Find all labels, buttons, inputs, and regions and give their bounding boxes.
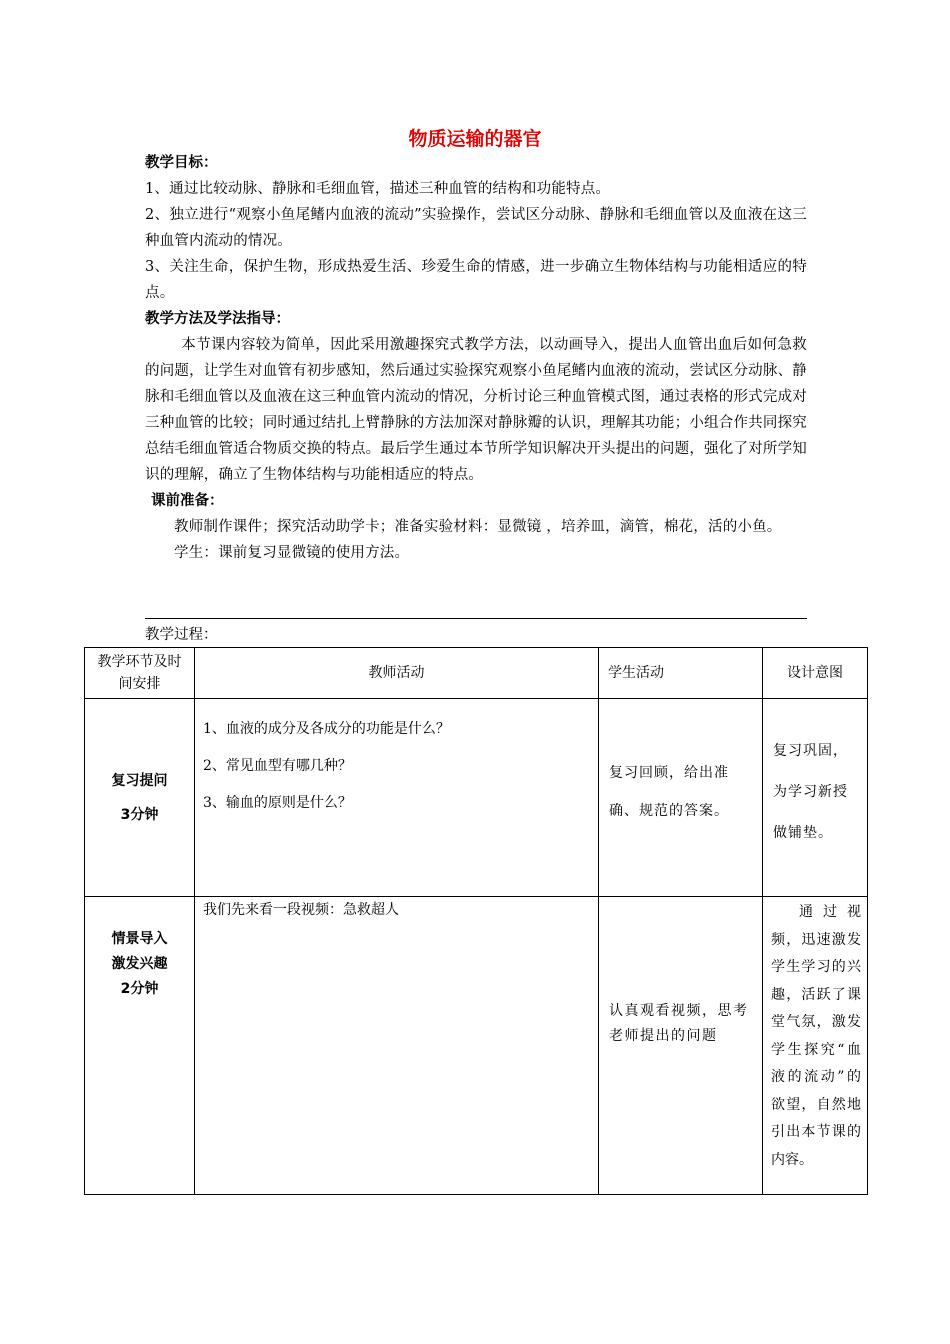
objective-3: 3、关注生命，保护生物，形成热爱生活、珍爱生命的情感，进一步确立生物体结构与功能相适应的特点。	[145, 259, 807, 301]
preparation-heading: 课前准备：	[151, 493, 224, 509]
header-intent: 设计意图	[763, 648, 868, 699]
row2-stage: 情景导入 激发兴趣 2分钟	[85, 897, 195, 1195]
row1-intent: 复习巩固，为学习新授做铺垫。	[763, 699, 868, 897]
methods-paragraph: 本节课内容较为简单，因此采用激趣探究式教学方法，以动画导入，提出人血管出血后如何急救的问题，让学生对血管有初步感知，然后通过实验探究观察小鱼尾鳍内血液的流动，尝试区分动脉、静脉和毛细血管以及血液在这三种血管内流动的情况，分析讨论三种血管模式图，通过表格的形式完成对三种血管的比较；同时通过结扎上臂静脉的方法加深对静脉瓣的认识，理解其功能；小组合作共同探究总结毛细血管适合物质交换的特点。最后学生通过本节所学知识解决开头提出的问题，强化了对所学知识的理解，确立了生物体结构与功能相适应的特点。	[145, 337, 807, 483]
student-preparation: 学生：课前复习显微镜的使用方法。	[174, 545, 410, 561]
row2-teacher: 我们先来看一段视频：急救超人	[195, 897, 599, 1195]
header-teacher: 教师活动	[195, 648, 599, 699]
teacher-preparation: 教师制作课件；探究活动助学卡；准备实验材料：显微镜 ，培养皿，滴管，棉花，活的小鱼。	[174, 519, 782, 535]
objective-2: 2、独立进行“观察小鱼尾鳍内血液的流动”实验操作，尝试区分动脉、静脉和毛细血管以及血液在这三种血管内流动的情况。	[145, 207, 807, 249]
objectives-heading: 教学目标：	[145, 155, 218, 171]
row2-student: 认真观看视频，思考老师提出的问题	[599, 897, 763, 1195]
row1-student: 复习回顾，给出准确、规范的答案。	[599, 699, 763, 897]
row1-teacher: 1、血液的成分及各成分的功能是什么？ 2、常见血型有哪几种？ 3、输血的原则是什么？	[195, 699, 599, 897]
document-body	[145, 150, 807, 566]
header-stage: 教学环节及时间安排	[85, 648, 195, 699]
row2-intent: 通过视频，迅速激发学生学习的兴趣，活跃了课堂气氛，激发学生探究“血液的流动”的欲望，自然地引出本节课的内容。	[763, 897, 868, 1195]
objective-1: 1、通过比较动脉、静脉和毛细血管，描述三种血管的结构和功能特点。	[145, 181, 611, 197]
header-student: 学生活动	[599, 648, 763, 699]
table-row	[85, 897, 868, 1195]
process-label: 教学过程：	[145, 627, 218, 643]
document-title: 物质运输的器官	[408, 128, 542, 150]
lesson-process-table	[84, 647, 868, 1195]
horizontal-rule	[145, 618, 807, 619]
table-row	[85, 699, 868, 897]
methods-heading: 教学方法及学法指导：	[145, 311, 290, 327]
table-header-row	[85, 648, 868, 699]
row1-stage: 复习提问 3分钟	[85, 699, 195, 897]
